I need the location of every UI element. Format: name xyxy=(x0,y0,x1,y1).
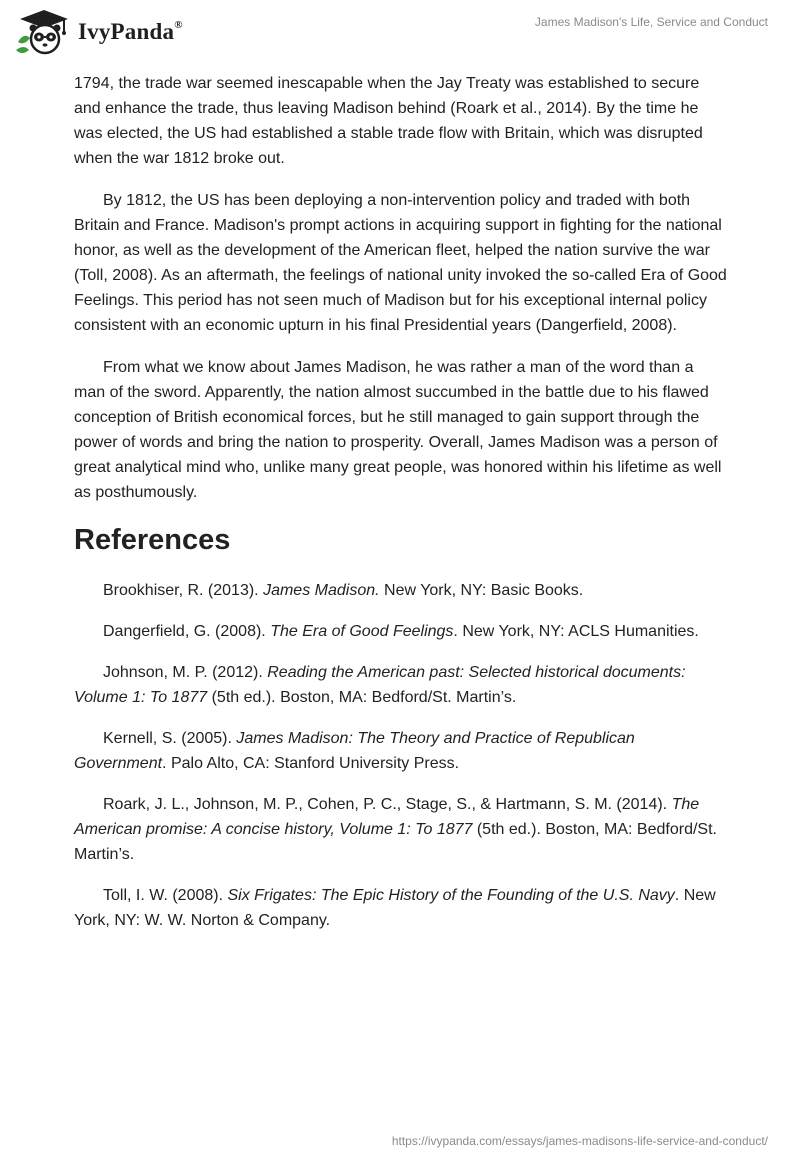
reference-entry: Kernell, S. (2005). James Madison: The Theory and Practice of Republican Government. Palo Alto, CA: Stanford University Press. xyxy=(74,730,635,772)
body-paragraph: By 1812, the US has been deploying a non-intervention policy and traded with both Britain and France. Madison's prompt actions in acquiring support in fighting for the national honor, as well as the development of the American fleet, helped the nation survive the war (Toll, 2008). As an aftermath, the feelings of national unity invoked the so-called Era of Good Feelings. This period has not seen much of Madison but for his exceptional internal policy consistent with an economic upturn in his final Presidential years (Dangerfield, 2008). xyxy=(74,192,727,334)
reference-entry: Johnson, M. P. (2012). Reading the American past: Selected historical documents: Volume 1: To 1877 (5th ed.). Boston, MA: Bedford/St. Martin’s. xyxy=(74,664,686,706)
reference-title: The Era of Good Feelings xyxy=(270,623,454,640)
reference-title: The American promise: A concise history, Volume 1: To 1877 xyxy=(74,796,700,838)
reference-title: Reading the American past: Selected historical documents: Volume 1: To 1877 xyxy=(74,664,686,706)
reference-entry: Brookhiser, R. (2013). James Madison. New York, NY: Basic Books. xyxy=(103,582,584,599)
reference-entry: Dangerfield, G. (2008). The Era of Good Feelings. New York, NY: ACLS Humanities. xyxy=(103,623,699,640)
essay-content xyxy=(74,71,728,949)
reference-title: Six Frigates: The Epic History of the Founding of the U.S. Navy xyxy=(227,887,675,904)
references-heading: References xyxy=(74,524,231,556)
source-url-link[interactable]: https://ivypanda.com/essays/james-madisons-life-service-and-conduct/ xyxy=(391,1134,768,1148)
panda-logo-icon[interactable] xyxy=(14,8,74,56)
reference-title: James Madison. xyxy=(263,582,380,599)
brand-text: IvyPanda xyxy=(78,19,175,44)
reference-entry: Roark, J. L., Johnson, M. P., Cohen, P. C., Stage, S., & Hartmann, S. M. (2014). The American promise: A concise history, Volume 1: To 1877 (5th ed.). Boston, MA: Bedford/St. Martin’s. xyxy=(74,796,717,863)
reference-entry: Toll, I. W. (2008). Six Frigates: The Epic History of the Founding of the U.S. Navy. New York, NY: W. W. Norton & Company. xyxy=(74,887,716,929)
page-header xyxy=(0,0,800,64)
running-title: James Madison's Life, Service and Conduct xyxy=(534,15,768,29)
body-paragraph: From what we know about James Madison, he was rather a man of the word than a man of the sword. Apparently, the nation almost succumbed in the battle due to his flawed conception of British economical forces, but he still managed to gain support through the power of words and bring the nation to prosperity. Overall, James Madison was a person of great analytical mind who, unlike many great people, was honored within his lifetime as well as posthumously. xyxy=(74,359,722,501)
registered-mark: ® xyxy=(174,19,183,32)
body-paragraph: 1794, the trade war seemed inescapable when the Jay Treaty was established to secure and enhance the trade, thus leaving Madison behind (Roark et al., 2014). By the time he was elected, the US had established a stable trade flow with Britain, which was disrupted when the war 1812 broke out. xyxy=(74,75,703,167)
reference-title: James Madison: The Theory and Practice of Republican Government xyxy=(74,730,635,772)
brand-name[interactable] xyxy=(78,19,183,45)
